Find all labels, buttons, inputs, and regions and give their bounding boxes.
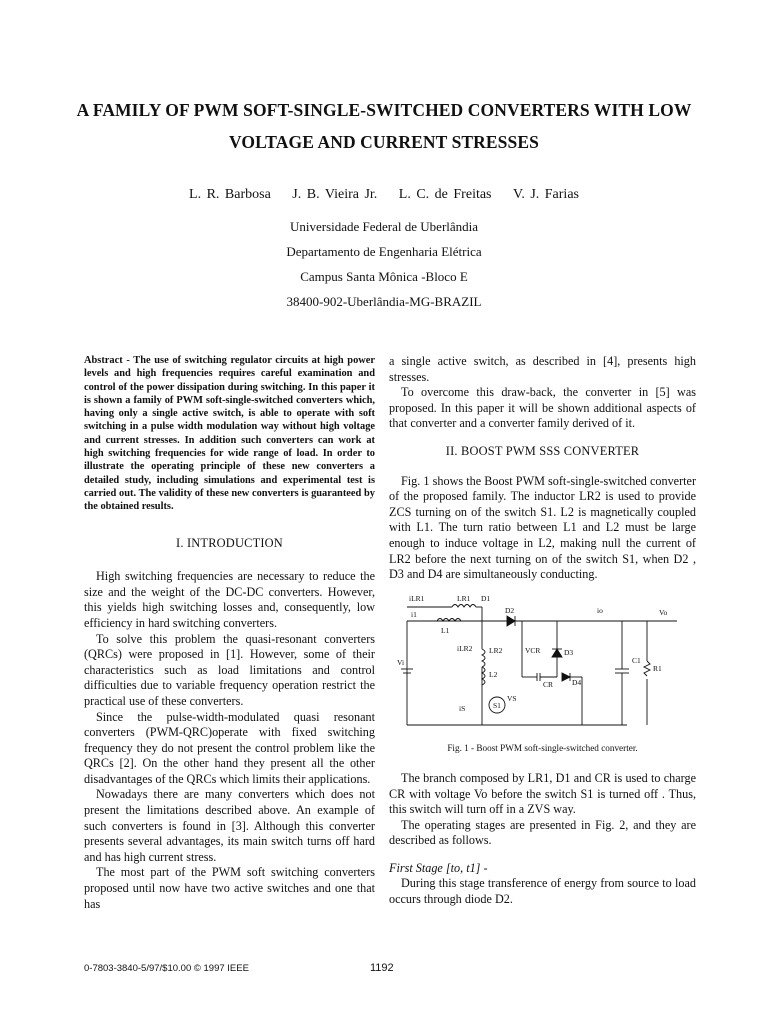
label-vcr: VCR: [525, 645, 541, 655]
title-line-1: A FAMILY OF PWM SOFT-SINGLE-SWITCHED CONVERTERS WITH LOW: [76, 100, 692, 120]
label-lr2: LR2: [489, 645, 503, 655]
affiliation-line-2: Departamento de Engenharia Elétrica: [286, 244, 482, 259]
label-lr1: LR1: [457, 593, 471, 603]
first-stage-heading: First Stage [to, t1] -: [389, 860, 488, 875]
label-io: io: [597, 605, 603, 615]
abstract: Abstract - The use of switching regulator circuits at high power levels and high frequencies requires careful examination and control of the power dissipation during switching. In this paper it is shown a family of PWM soft-single-switched converters which, having only a single active switch, is able to operate with soft switching in a pulse width modulation way without high voltage and current stresses. In addition such converters can work at high switching frequencies for wide range of load. In order to illustrate the operating principle of these new converters a detailed study, including simulations and experimental test is carried out. The validity of these new converters is guaranteed by the obtained results.: [84, 355, 375, 513]
label-vs: VS: [507, 693, 517, 703]
label-c1: C1: [632, 655, 641, 665]
label-r1: R1: [653, 663, 662, 673]
section-heading-introduction: I. INTRODUCTION: [176, 535, 283, 550]
label-l2: L2: [489, 669, 498, 679]
continued-paragraph: a single active switch, as described in [4], presents high stresses.: [389, 354, 696, 384]
author-4: V. J. Farias: [513, 187, 579, 202]
affiliation-line-4: 38400-902-Uberlândia-MG-BRAZIL: [286, 294, 482, 309]
label-d4: D4: [572, 677, 582, 687]
label-i1: i1: [411, 609, 417, 619]
intro-paragraph-3: Since the pulse-width-modulated quasi resonant converters (PWM-QRC)operate with fixed switching frequency they do not present the control problem like the QRCs [2]. On the other hand they present all the other disadvantages of the QRCs which limits their applications.: [84, 709, 375, 786]
branch-paragraph: The branch composed by LR1, D1 and CR is used to charge CR with voltage Vo before the switch S1 is turned off . Thus, this switch will turn off in a ZVS way.: [389, 770, 696, 817]
author-1: L. R. Barbosa: [189, 187, 271, 202]
page-number: 1192: [370, 962, 394, 974]
copyright-footer: 0-7803-3840-5/97/$10.00 © 1997 IEEE: [84, 963, 249, 974]
overcome-paragraph: To overcome this draw-back, the converter in [5] was proposed. In this paper it will be shown additional aspects of that converter and a converter family derived of it.: [389, 385, 696, 431]
figure-caption: Fig. 1 - Boost PWM soft-single-switched converter.: [447, 743, 638, 754]
label-d3: D3: [564, 647, 574, 657]
label-vi: Vi: [397, 657, 405, 667]
title-line-2: VOLTAGE AND CURRENT STRESSES: [229, 132, 539, 152]
label-vo: Vo: [659, 607, 668, 617]
stages-paragraph: The operating stages are presented in Fig. 2, and they are described as follows.: [389, 817, 696, 848]
label-s1: S1: [493, 700, 501, 710]
intro-paragraph-4: Nowadays there are many converters which does not present the limitations described above. An example of such converters is found in [3]. Although this converter presents several advantages, its main switch turns off hard and has high current stress.: [84, 787, 375, 864]
label-cr: CR: [543, 679, 554, 689]
author-3: L. C. de Freitas: [398, 187, 492, 202]
intro-paragraph-2: To solve this problem the quasi-resonant converters (QRCs) were proposed in [1]. However, some of their characteristics such as load limitations and control difficulties due to variable frequency operation restrict the practical use of these converters.: [84, 631, 375, 708]
label-l1: L1: [441, 625, 450, 635]
intro-paragraph-5: The most part of the PWM soft switching converters proposed until now have two active switches and one that has: [84, 865, 375, 911]
boost-paragraph: Fig. 1 shows the Boost PWM soft-single-switched converter of the proposed family. The inductor LR2 is used to provide ZCS turning on of the switch S1. L2 is magnetically coupled with L1. The turn ratio between L1 and L2 must be large enough to induce voltage in L2, making null the current of LR2 before the next turning on of the switch S1, when D2 , D3 and D4 are simultaneously conducting.: [389, 473, 696, 582]
intro-paragraph-1: High switching frequencies are necessary to reduce the size and the weight of the DC-DC converters. However, this yields high switching losses and, consequently, low efficiency in hard switching converters.: [84, 569, 375, 630]
first-stage-paragraph: During this stage transference of energy from source to load occurs through diode D2.: [389, 876, 696, 907]
affiliation-line-3: Campus Santa Mônica -Bloco E: [300, 269, 468, 284]
section-heading-boost: II. BOOST PWM SSS CONVERTER: [445, 443, 640, 458]
right-column: [389, 354, 696, 908]
label-d2: D2: [505, 605, 515, 615]
author-list: [40, 187, 728, 203]
affiliation-line-1: Universidade Federal de Uberlândia: [289, 219, 479, 234]
affiliation: [40, 214, 728, 314]
label-is: iS: [459, 703, 466, 713]
label-ilr1: iLR1: [409, 593, 425, 603]
paper-title: [40, 94, 728, 158]
author-2: J. B. Vieira Jr.: [292, 187, 378, 202]
label-ilr2: iLR2: [457, 643, 473, 653]
circuit-diagram: [397, 589, 687, 733]
label-d1: D1: [481, 593, 491, 603]
left-column: [84, 354, 375, 912]
